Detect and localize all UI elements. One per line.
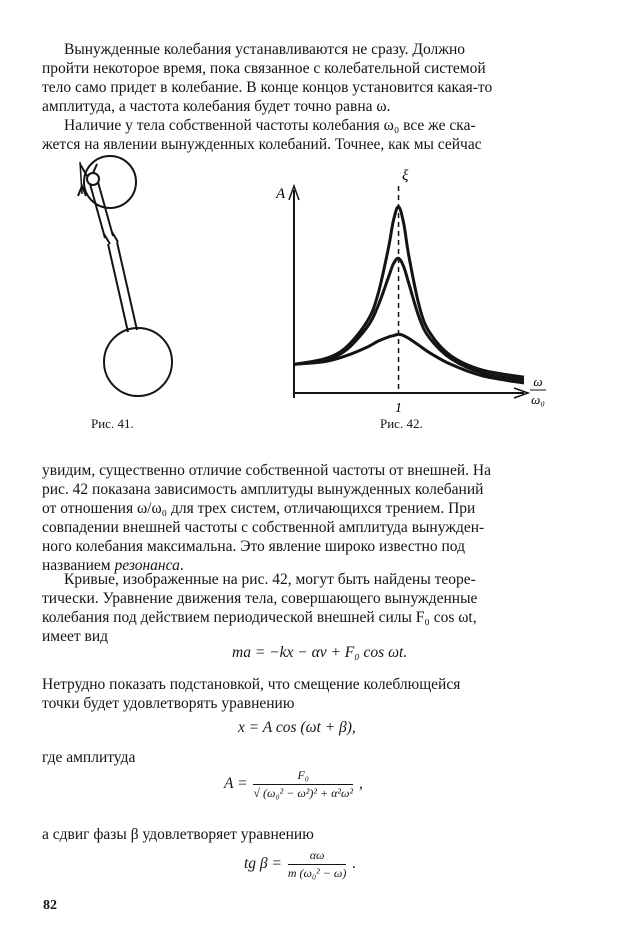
resonance-term: резонанса	[114, 557, 180, 574]
text-line: тело само придет в колебание. В конце концов установится какая-то	[42, 79, 493, 96]
text-line: от отношения ω/ω₀ для трех систем, отличающихся трением. При	[42, 500, 476, 517]
figure-42-caption: Рис. 42.	[380, 416, 423, 431]
text-line: а сдвиг фазы β удовлетворяет уравнению	[42, 826, 314, 843]
text-line: жется на явлении вынужденных колебаний. Точнее, как мы сейчас	[42, 136, 482, 153]
text-line: Вынужденные колебания устанавливаются не сразу. Должно	[64, 41, 466, 58]
amplitude-denominator: √ (ω₀² − ω²)² + α²ω²	[253, 786, 354, 800]
page-number: 82	[43, 898, 57, 913]
text-line: точки будет удовлетворять уравнению	[42, 695, 295, 712]
phase-period: .	[352, 855, 357, 873]
paragraph-3	[42, 461, 574, 575]
resonance-curve	[294, 207, 524, 378]
paragraph-5	[42, 675, 574, 713]
paragraph-7	[42, 825, 574, 844]
figure-41-caption: Рис. 41.	[91, 416, 134, 431]
text-line: увидим, существенно отличие собственной частоты от внешней. На	[42, 462, 491, 479]
text-line: тически. Уравнение движения тела, совершающего вынужденные	[42, 590, 478, 607]
amplitude-numerator: F₀	[253, 768, 353, 785]
paragraph-2	[42, 116, 574, 154]
phase-fraction	[288, 848, 346, 881]
amplitude-comma: ,	[358, 775, 363, 793]
paragraph-1	[42, 40, 574, 116]
text-line: имеет вид	[42, 628, 109, 645]
phase-lhs: tg β =	[244, 855, 282, 873]
equation-of-motion: ma = −kx − αv + F₀ cos ωt.	[232, 644, 408, 661]
amplitude-fraction	[253, 768, 353, 801]
pendulum-drawing	[78, 156, 172, 396]
text-line: Нетрудно показать подстановкой, что смещение колеблющейся	[42, 676, 461, 693]
text-line: пройти некоторое время, пока связанное с колебательной системой	[42, 60, 486, 77]
figure-top-mark: ξ	[402, 168, 409, 184]
text-line: где амплитуда	[42, 749, 136, 766]
text-line: Наличие у тела собственной частоты колебания ω₀ все же ска-	[64, 117, 476, 134]
text-line: колебания под действием периодической внешней силы F₀ cos ωt,	[42, 609, 477, 626]
text-line: ного колебания максимальна. Это явление широко известно под	[42, 538, 465, 555]
text-line: амплитуда, а частота колебания будет точно равна ω.	[42, 98, 391, 115]
y-axis-label: A	[276, 186, 286, 202]
x-axis-denominator: ω₀	[531, 392, 545, 407]
amplitude-formula	[224, 768, 363, 801]
text-fragment: .	[179, 557, 184, 574]
text-line: Кривые, изображенные на рис. 42, могут быть найдены теоре-	[64, 571, 476, 588]
figure-42-chart	[262, 150, 562, 420]
paragraph-6	[42, 748, 574, 767]
text-fragment: названием	[42, 557, 115, 574]
text-line: рис. 42 показана зависимость амплитуды вынужденных колебаний	[42, 481, 484, 498]
x-axis-numerator: ω	[533, 374, 543, 389]
text-line: совпадении внешней частоты с собственной амплитуда вынужден-	[42, 519, 485, 536]
x-tick-label: 1	[395, 401, 403, 416]
phase-denominator: m (ω₀² − ω)	[287, 866, 347, 880]
figure-41	[60, 152, 210, 414]
paragraph-4	[42, 570, 574, 646]
amplitude-lhs: A =	[224, 775, 248, 793]
phase-numerator: αω	[288, 848, 346, 865]
phase-formula	[244, 848, 356, 881]
displacement-equation: x = A cos (ωt + β),	[238, 719, 356, 736]
